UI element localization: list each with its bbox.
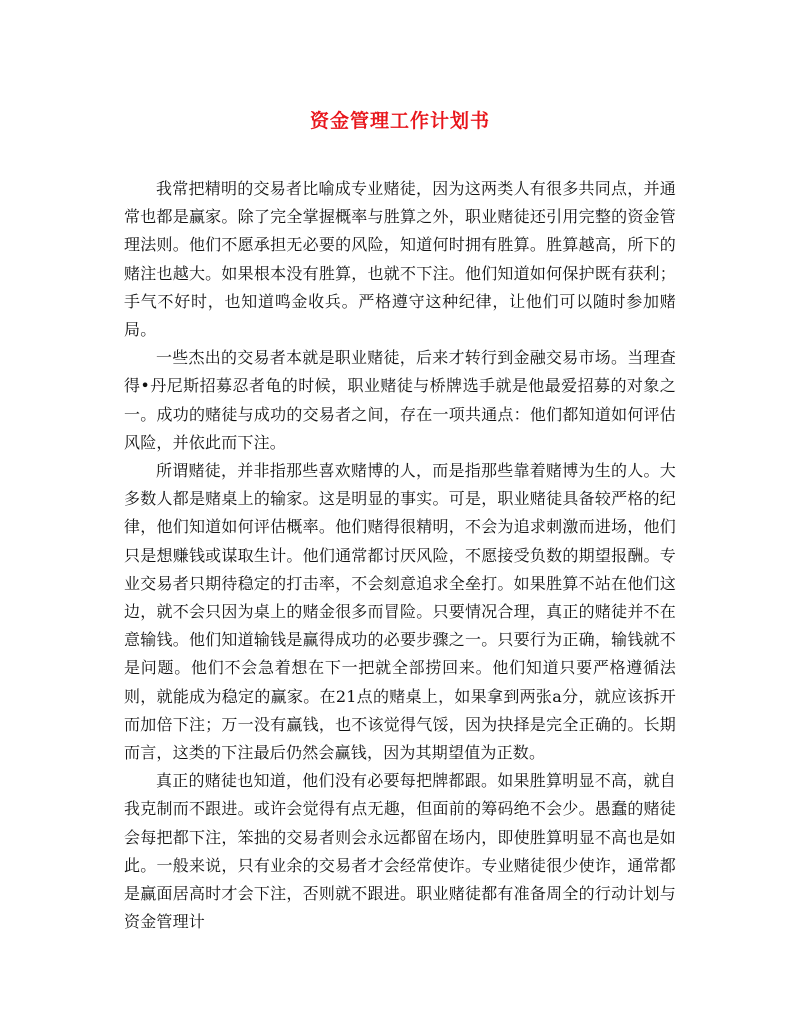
- paragraph-3: 所谓赌徒，并非指那些喜欢赌博的人，而是指那些靠着赌博为生的人。大多数人都是赌桌上的输家。这是明显的事实。可是，职业赌徒具备较严格的纪律，他们知道如何评估概率。他们赌得很精明，不会为追求刺激而进场，他们只是想赚钱或谋取生计。他们通常都讨厌风险，不愿接受负数的期望报酬。专业交易者只期待稳定的打击率，不会刻意追求全垒打。如果胜算不站在他们这边，就不会只因为桌上的赌金很多而冒险。只要情况合理，真正的赌徒并不在意输钱。他们知道输钱是赢得成功的必要步骤之一。只要行为正确，输钱就不是问题。他们不会急着想在下一把就全部捞回来。他们知道只要严格遵循法则，就能成为稳定的赢家。在21点的赌桌上，如果拿到两张a分，就应该拆开而加倍下注；万一没有赢钱，也不该觉得气馁，因为抉择是完全正确的。长期而言，这类的下注最后仍然会赢钱，因为其期望值为正数。: [124, 461, 676, 763]
- paragraph-1: 我常把精明的交易者比喻成专业赌徒，因为这两类人有很多共同点，并通常也都是赢家。除了完全掌握概率与胜算之外，职业赌徒还引用完整的资金管理法则。他们不愿承担无必要的风险，知道何时拥有胜算。胜算越高，所下的赌注也越大。如果根本没有胜算，也就不下注。他们知道如何保护既有获利；手气不好时，也知道鸣金收兵。严格遵守这种纪律，让他们可以随时参加赌局。: [124, 179, 676, 340]
- paragraph-2: 一些杰出的交易者本就是职业赌徒，后来才转行到金融交易市场。当理查得•丹尼斯招募忍者龟的时候，职业赌徒与桥牌选手就是他最爱招募的对象之一。成功的赌徒与成功的交易者之间，存在一项共通点：他们都知道如何评估风险，并依此而下注。: [124, 348, 676, 452]
- paragraph-4: 真正的赌徒也知道，他们没有必要每把牌都跟。如果胜算明显不高，就自我克制而不跟进。或许会觉得有点无趣，但面前的筹码绝不会少。愚蠢的赌徒会每把都下注，笨拙的交易者则会永远都留在场内，即使胜算明显不高也是如此。一般来说，只有业余的交易者才会经常使诈。专业赌徒很少使诈，通常都是赢面居高时才会下注，否则就不跟进。职业赌徒都有准备周全的行动计划与资金管理计: [124, 771, 676, 932]
- document-title: 资金管理工作计划书: [309, 110, 490, 132]
- document-body: [124, 175, 676, 936]
